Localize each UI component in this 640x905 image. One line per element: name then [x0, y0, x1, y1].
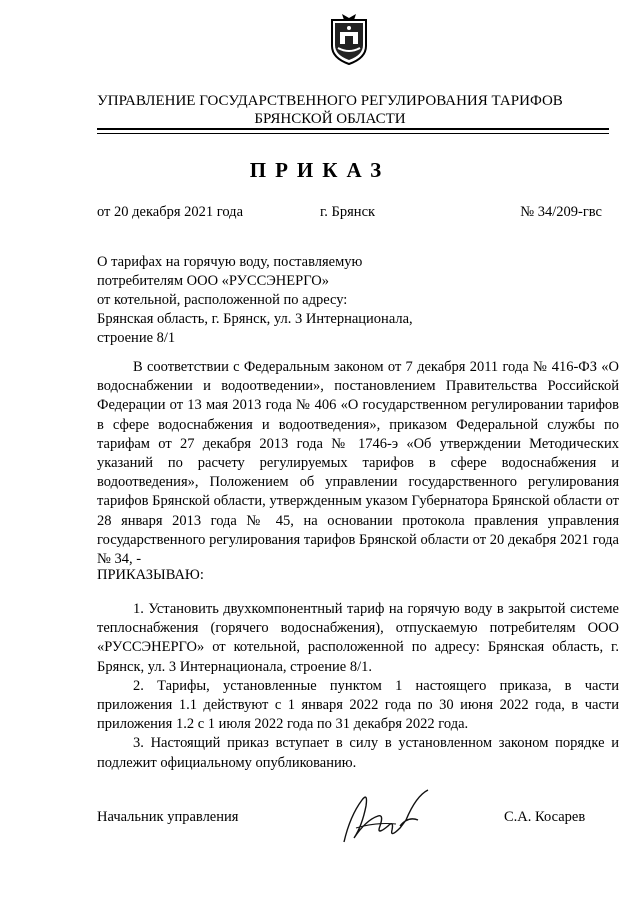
subject-line: потребителям ООО «РУССЭНЕРГО»: [97, 273, 329, 289]
handwritten-signature: [336, 786, 436, 848]
subject-line: от котельной, расположенной по адресу:: [97, 292, 348, 308]
order-items: [97, 600, 619, 773]
header-rule-thick: [97, 128, 609, 130]
order-number: № 34/209-гвс: [520, 204, 602, 220]
organization-name-line-2: БРЯНСКОЙ ОБЛАСТИ: [254, 111, 406, 127]
signatory-name: С.А. Косарев: [504, 809, 586, 825]
preamble-paragraph: [97, 358, 619, 569]
signatory-position: Начальник управления: [97, 809, 239, 825]
subject-line: Брянская область, г. Брянск, ул. 3 Интернационала,: [97, 311, 413, 327]
order-city: г. Брянск: [320, 204, 376, 220]
order-date: от 20 декабря 2021 года: [97, 204, 243, 220]
order-item: 2. Тарифы, установленные пунктом 1 настоящего приказа, в части приложения 1.1 действуют с 1 января 2022 года по 30 июня 2022 года, в части приложения 1.2 с 1 июля 2022 года по 31 декабря 2022 года.: [97, 677, 619, 733]
organization-name-line-1: УПРАВЛЕНИЕ ГОСУДАРСТВЕННОГО РЕГУЛИРОВАНИЯ ТАРИФОВ: [97, 93, 563, 109]
order-item: 3. Настоящий приказ вступает в силу в установленном законом порядке и подлежит официальному опубликованию.: [97, 735, 619, 771]
coat-of-arms-emblem: [328, 12, 370, 66]
subject-line: О тарифах на горячую воду, поставляемую: [97, 254, 363, 270]
order-word: ПРИКАЗЫВАЮ:: [97, 567, 204, 583]
header-rule-thin: [97, 133, 609, 134]
document-title: ПРИКАЗ: [249, 158, 391, 182]
order-item: 1. Установить двухкомпонентный тариф на горячую воду в закрытой системе теплоснабжения (горячего водоснабжения), отпускаемую потребителям ООО «РУССЭНЕРГО» от котельной, расположенной по адресу: Брянская область, г. Брянск, ул. 3 Интернационала, строение 8/1.: [97, 601, 619, 675]
preamble-text: В соответствии с Федеральным законом от 7 декабря 2011 года № 416-ФЗ «О водоснабжении и водоотведении», постановлением Правительства Российской Федерации от 13 мая 2013 года № 406 «О государственном регулировании тарифов в сфере водоснабжения и водоотведения», приказом Федеральной службы по тарифам от 27 декабря 2013 года № 1746-э «Об утверждении Методических указаний по расчету регулируемых тарифов в сфере водоснабжения и водоотведения», Положением об управлении государственного регулирования тарифов Брянской области, утвержденным указом Губернатора Брянской области от 28 января 2013 года № 45, на основании протокола правления управления государственного регулирования тарифов Брянской области от 20 декабря 2021 года № 34, -: [97, 359, 619, 568]
subject-line: строение 8/1: [97, 330, 176, 346]
